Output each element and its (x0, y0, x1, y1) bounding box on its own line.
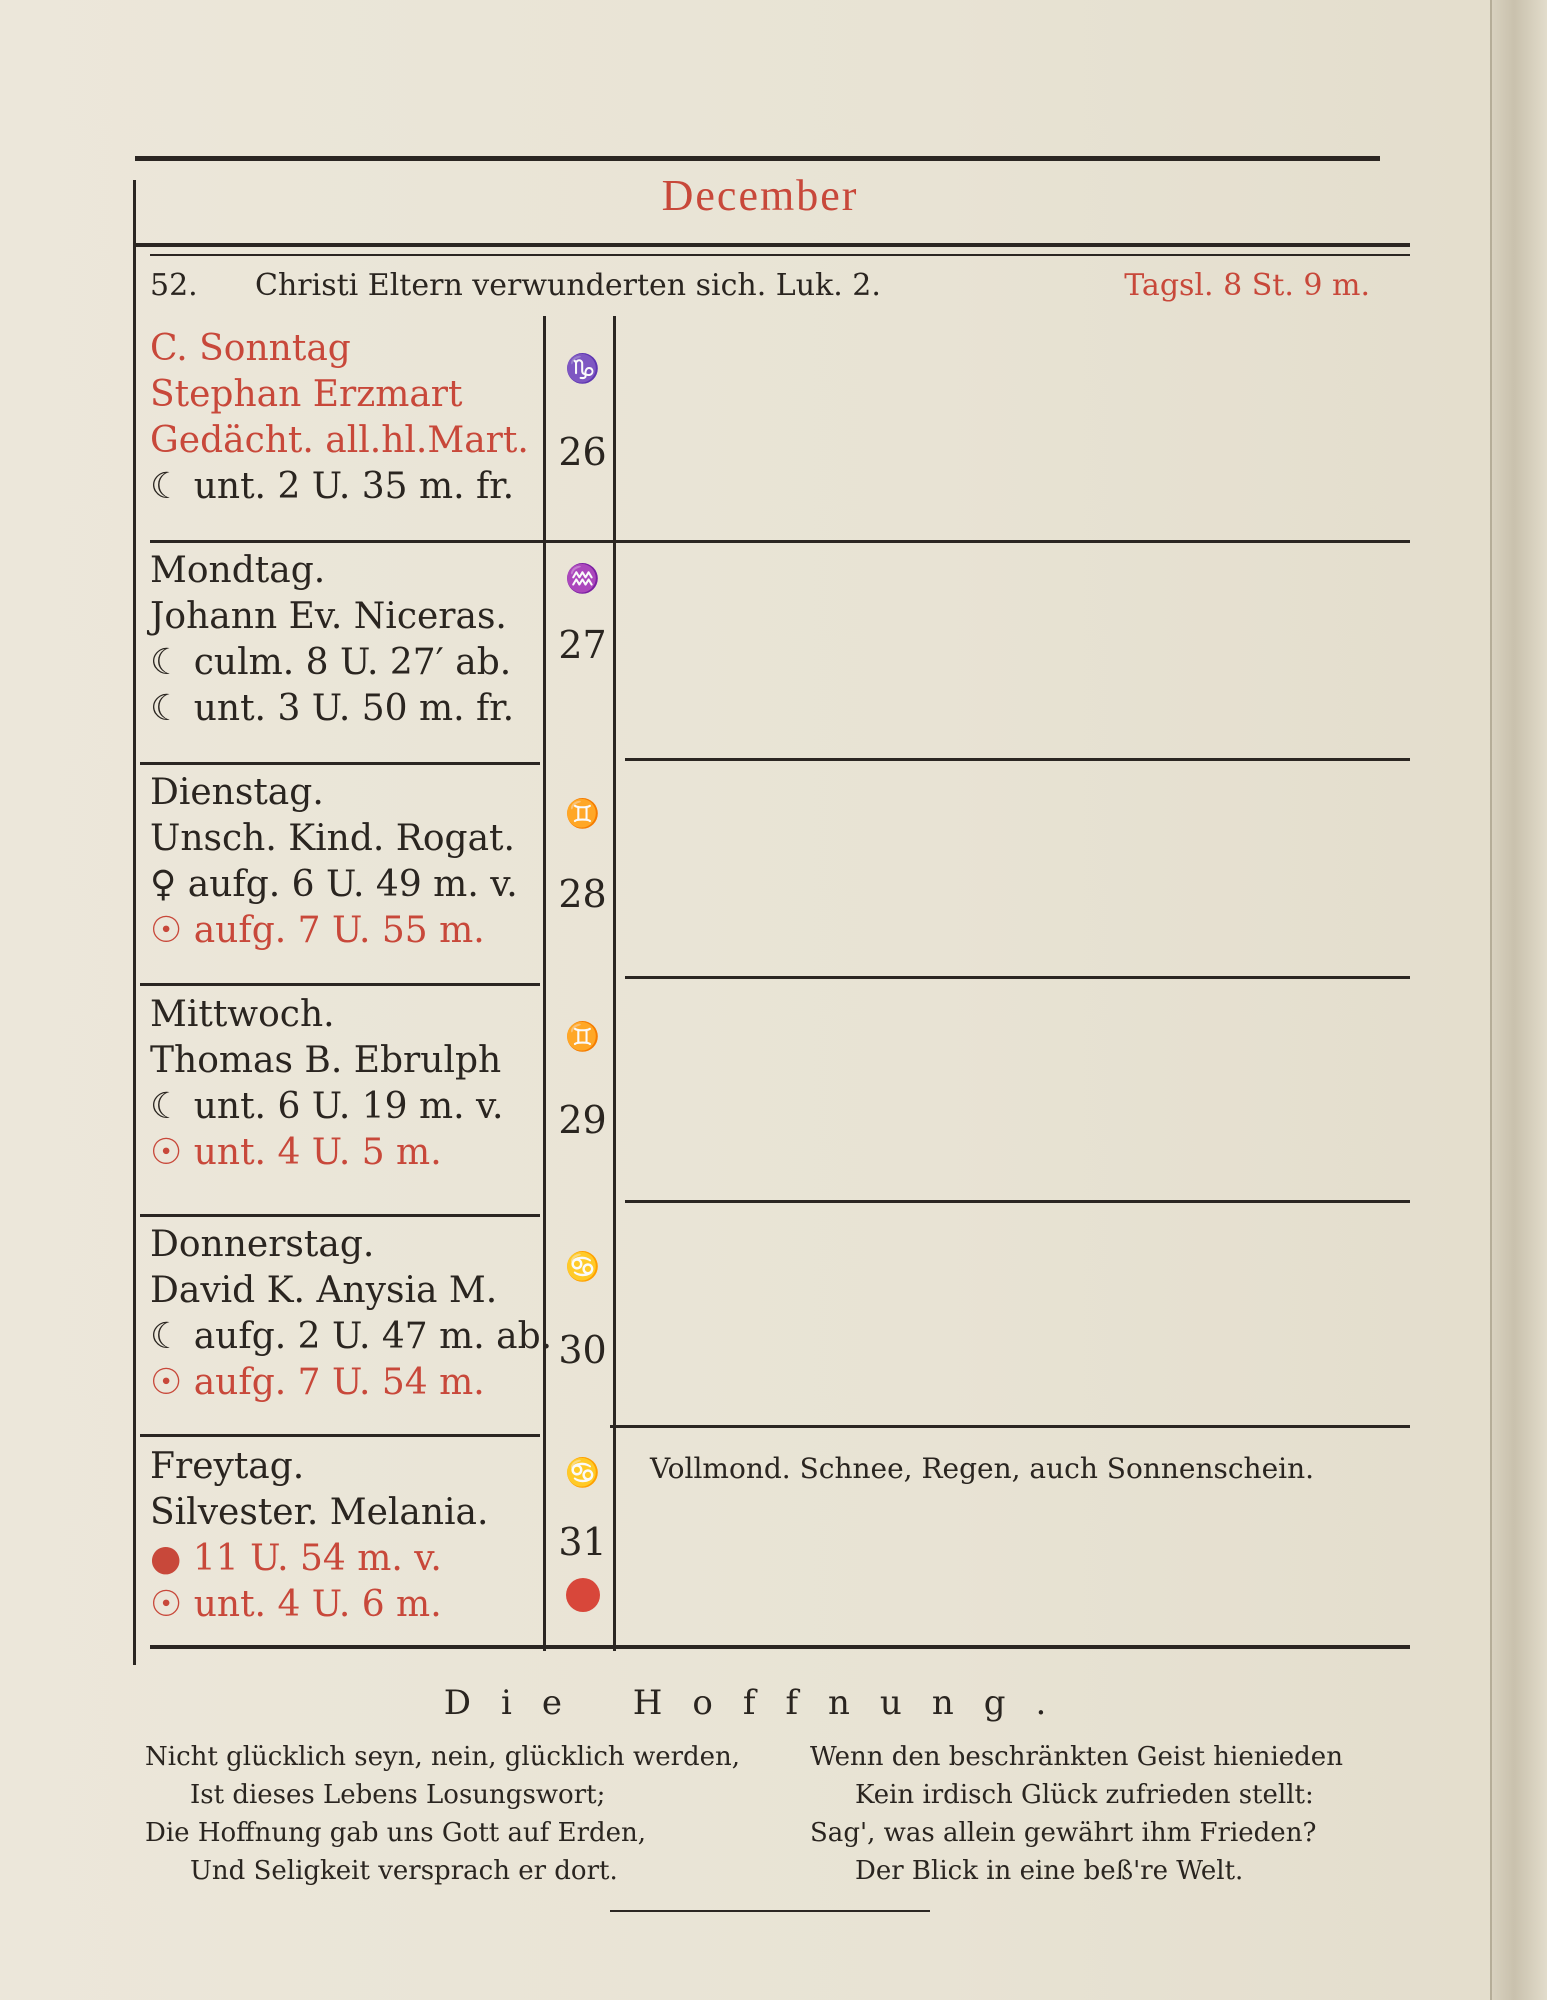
row-separator (625, 758, 1410, 761)
day-line: Silvester. Melania. (150, 1492, 489, 1533)
day-line: Stephan Erzmart (150, 374, 463, 415)
page-edge (1490, 0, 1547, 2000)
closing-rule (610, 1910, 930, 1912)
day-line: ☉ unt. 4 U. 5 m. (150, 1132, 442, 1173)
row-separator (625, 1200, 1410, 1203)
poem-stanza-left (145, 1738, 765, 1890)
day-line: Mittwoch. (150, 994, 335, 1035)
poem-line: Der Blick in eine beß're Welt. (855, 1856, 1244, 1886)
poem-title: Die Hoffnung. (443, 1683, 1077, 1723)
zodiac-sign-icon: ♒ (565, 562, 600, 595)
table-bottom-rule (150, 1645, 1410, 1649)
week-number: 52. (150, 268, 198, 303)
day-line: ♀ aufg. 6 U. 49 m. v. (150, 864, 518, 905)
poem-line: Nicht glücklich seyn, nein, glücklich werden, (145, 1742, 741, 1772)
day-entry (140, 548, 540, 732)
day-line: Johann Ev. Niceras. (150, 596, 507, 637)
poem-line: Sag', was allein gewährt ihm Frieden? (810, 1818, 1317, 1848)
date-number: 29 (558, 1098, 607, 1142)
date-number: 30 (558, 1328, 607, 1372)
poem-line: Und Seligkeit versprach er dort. (190, 1856, 618, 1886)
day-line: ☾ unt. 2 U. 35 m. fr. (150, 466, 515, 507)
poem-line: Die Hoffnung gab uns Gott auf Erden, (145, 1818, 647, 1848)
day-entry (140, 1222, 553, 1406)
row-separator (140, 983, 540, 986)
day-entry (140, 992, 540, 1176)
row-separator (140, 762, 540, 765)
date-number: 31 (558, 1520, 607, 1564)
row-separator (140, 1214, 540, 1217)
top-rule (135, 156, 1380, 161)
day-line: Unsch. Kind. Rogat. (150, 818, 515, 859)
zodiac-sign-icon: ♑ (565, 352, 600, 385)
day-line: David K. Anysia M. (150, 1270, 498, 1311)
gospel-reference: Christi Eltern verwunderten sich. Luk. 2. (255, 268, 881, 303)
day-line: ☾ unt. 3 U. 50 m. fr. (150, 688, 515, 729)
day-line: Freytag. (150, 1446, 305, 1487)
full-moon-icon (566, 1578, 600, 1612)
day-column-divider (543, 316, 546, 1651)
day-entry (140, 1444, 540, 1628)
day-line: Dienstag. (150, 772, 324, 813)
date-number: 28 (558, 872, 607, 916)
title-bottom-rule (135, 243, 1410, 247)
month-title: December (661, 171, 859, 220)
day-line: Donnerstag. (150, 1224, 375, 1265)
day-line: Gedächt. all.hl.Mart. (150, 420, 529, 461)
day-line: C. Sonntag (150, 328, 351, 369)
day-line: ● 11 U. 54 m. v. (150, 1538, 442, 1579)
row-separator (625, 976, 1410, 979)
date-number: 27 (558, 623, 607, 667)
poem-stanza-right (810, 1738, 1430, 1890)
day-line: Mondtag. (150, 550, 326, 591)
row-separator (140, 1434, 540, 1437)
date-number: 26 (558, 430, 607, 474)
day-entry (140, 326, 540, 510)
row-separator (150, 540, 1410, 543)
week-header (150, 268, 1370, 308)
day-line: ☾ unt. 6 U. 19 m. v. (150, 1086, 504, 1127)
zodiac-sign-icon: ♋ (565, 1456, 600, 1489)
table-left-border (133, 180, 136, 1665)
row-separator (610, 1425, 1410, 1428)
poem-line: Wenn den beschränkten Geist hienieden (810, 1742, 1343, 1772)
day-line: ☉ unt. 4 U. 6 m. (150, 1584, 442, 1625)
day-line: Thomas B. Ebrulph (150, 1040, 502, 1081)
poem-line: Ist dieses Lebens Losungswort; (190, 1780, 606, 1810)
day-line: ☾ aufg. 2 U. 47 m. ab. (150, 1316, 553, 1357)
zodiac-sign-icon: ♋ (565, 1250, 600, 1283)
zodiac-sign-icon: ♊ (565, 797, 600, 830)
day-length: Tagsl. 8 St. 9 m. (1124, 268, 1370, 303)
zodiac-sign-icon: ♊ (565, 1020, 600, 1053)
poem-line: Kein irdisch Glück zufrieden stellt: (855, 1780, 1314, 1810)
header-bottom-rule (150, 254, 1410, 256)
day-line: ☾ culm. 8 U. 27′ ab. (150, 642, 512, 683)
day-entry (140, 770, 540, 954)
weather-note: Vollmond. Schnee, Regen, auch Sonnenschein. (650, 1452, 1315, 1485)
day-line: ☉ aufg. 7 U. 55 m. (150, 910, 485, 951)
day-line: ☉ aufg. 7 U. 54 m. (150, 1362, 485, 1403)
date-column-divider (613, 316, 616, 1651)
